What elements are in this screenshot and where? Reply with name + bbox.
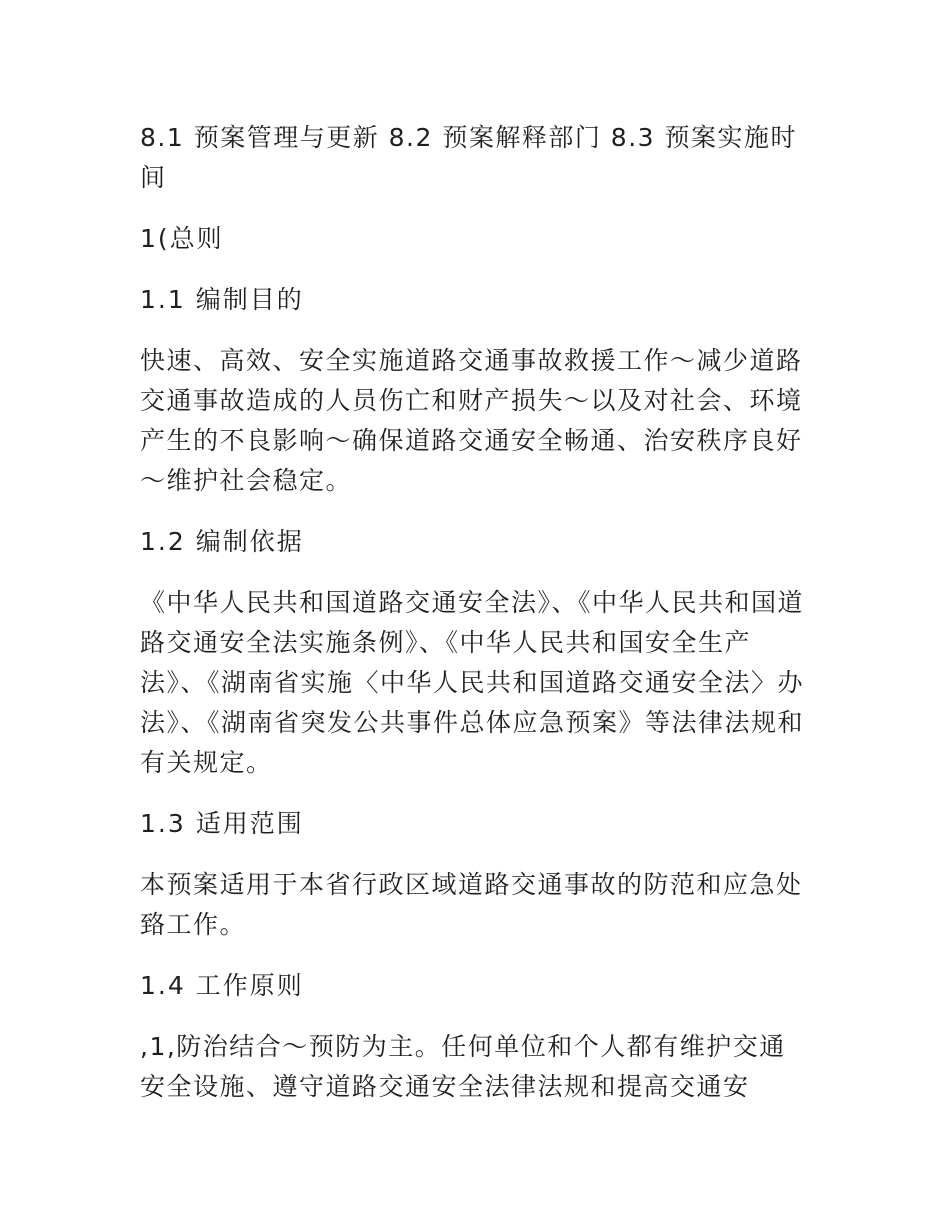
section-1-4-title: 1.4 工作原则: [140, 971, 304, 1000]
section-1-1-title: 1.1 编制目的: [140, 285, 304, 314]
toc-line: 8.1 预案管理与更新 8.2 预案解释部门 8.3 预案实施时间: [140, 123, 798, 192]
document-page: [140, 118, 812, 1128]
section-1-title: 1(总则: [140, 224, 224, 253]
section-1-1-body: 快速、高效、安全实施道路交通事故救援工作～减少道路交通事故造成的人员伤亡和财产损失～以及对社会、环境产生的不良影响～确保道路交通安全畅通、治安秩序良好～维护社会稳定。: [140, 346, 803, 495]
section-1-3-title: 1.3 适用范围: [140, 809, 304, 838]
section-1-2-body: 《中华人民共和国道路交通安全法》、《中华人民共和国道路交通安全法实施条例》、《中华人民共和国安全生产法》、《湖南省实施〈中华人民共和国道路交通安全法〉办法》、《湖南省突发公共事件总体应急预案》等法律法规和有关规定。: [140, 588, 805, 777]
section-1-4-body: ,1,防治结合～预防为主。任何单位和个人都有维护交通安全设施、遵守道路交通安全法律法规和提高交通安: [140, 1032, 786, 1101]
section-1-3-body: 本预案适用于本省行政区域道路交通事故的防范和应急处臵工作。: [140, 870, 803, 939]
section-1-2-title: 1.2 编制依据: [140, 527, 304, 556]
